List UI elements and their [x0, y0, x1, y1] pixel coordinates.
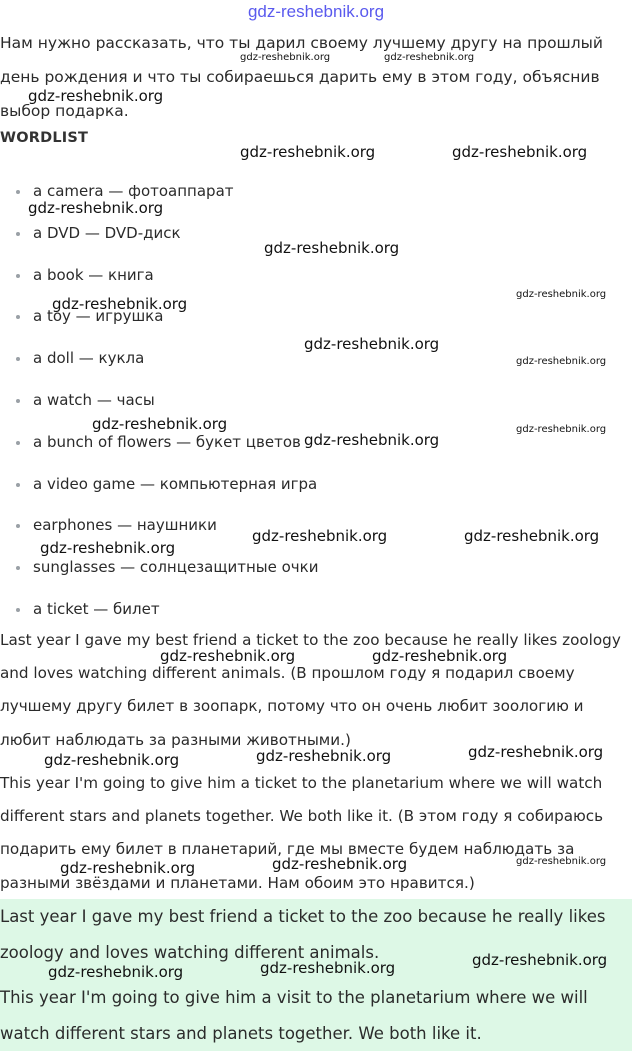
bullet-icon	[16, 524, 20, 528]
watermark: gdz-reshebnik.org	[52, 295, 188, 313]
bullet-icon	[16, 608, 20, 612]
watermark: gdz-reshebnik.org	[60, 859, 196, 877]
bullet-icon	[16, 274, 20, 278]
answer-paragraph-this-year: This year I'm going to give him a ticket to the planetarium where we will watch different stars and planets together. We both like it. (В этом году я собираюсь подарить ему билет в планетарий, где мы вместе будем наблюдать за разными звёздами и планетами. Нам обоим это нравится.)	[0, 774, 604, 892]
watermark: gdz-reshebnik.org	[44, 751, 180, 769]
watermark: gdz-reshebnik.org	[464, 527, 600, 545]
task-intro: Нам нужно рассказать, что ты дарил своему лучшему другу на прошлый день рождения и что ты собираешься дарить ему в этом году, объяснив выбор подарка.	[0, 34, 603, 120]
watermark: gdz-reshebnik.org	[304, 431, 440, 449]
highlight-paragraph-last-year: Last year I gave my best friend a ticket to the zoo because he really likes zoology and loves watching different animals.	[0, 907, 606, 962]
bullet-icon	[16, 483, 20, 487]
wordlist-entry: a DVD — DVD-диск	[33, 223, 181, 242]
wordlist-entry: a book — книга	[33, 265, 154, 284]
watermark: gdz-reshebnik.org	[252, 527, 388, 545]
list-item	[0, 341, 318, 383]
watermark: gdz-reshebnik.org	[272, 855, 408, 873]
wordlist-entry: earphones — наушники	[33, 516, 217, 535]
list-item	[0, 467, 318, 509]
watermark: gdz-reshebnik.org	[28, 87, 164, 105]
bullet-icon	[16, 357, 20, 361]
wordlist-entry: sunglasses — солнцезащитные очки	[33, 558, 319, 577]
bullet-icon	[16, 315, 20, 319]
answer-paragraph-last-year: Last year I gave my best friend a ticket to the zoo because he really likes zoology and loves watching different animals. (В прошлом году я подарил своему лучшему другу билет в зоопарк, потому что он очень любит зоологию и любит наблюдать за разными животными.)	[0, 631, 621, 749]
wordlist-entry: a ticket — билет	[33, 599, 160, 618]
watermark: gdz-reshebnik.org	[260, 959, 396, 977]
watermark: gdz-reshebnik.org	[516, 356, 607, 367]
watermark: gdz-reshebnik.org	[48, 963, 184, 981]
watermark: gdz-reshebnik.org	[256, 747, 392, 765]
wordlist-entry: a watch — часы	[33, 390, 155, 409]
watermark: gdz-reshebnik.org	[240, 143, 376, 161]
watermark: gdz-reshebnik.org	[516, 289, 607, 300]
watermark: gdz-reshebnik.org	[264, 239, 400, 257]
watermark: gdz-reshebnik.org	[472, 951, 608, 969]
wordlist-entry: a doll — кукла	[33, 349, 145, 368]
watermark: gdz-reshebnik.org	[372, 647, 508, 665]
watermark: gdz-reshebnik.org	[240, 52, 331, 63]
watermark: gdz-reshebnik.org	[452, 143, 588, 161]
bullet-icon	[16, 399, 20, 403]
watermark: gdz-reshebnik.org	[40, 539, 176, 557]
bullet-icon	[16, 190, 20, 194]
watermark: gdz-reshebnik.org	[160, 647, 296, 665]
highlight-paragraph-this-year: This year I'm going to give him a visit to the planetarium where we will watch different stars and planets together. We both like it.	[0, 988, 588, 1043]
wordlist-heading: WORDLIST	[0, 130, 89, 146]
wordlist-entry: a toy — игрушка	[33, 307, 164, 326]
watermark: gdz-reshebnik.org	[92, 415, 228, 433]
bullet-icon	[16, 566, 20, 570]
watermark: gdz-reshebnik.org	[304, 335, 440, 353]
watermark: gdz-reshebnik.org	[384, 52, 475, 63]
wordlist-entry: a video game — компьютерная игра	[33, 474, 318, 493]
bullet-icon	[16, 441, 20, 445]
watermark: gdz-reshebnik.org	[468, 743, 604, 761]
wordlist-entry: a bunch of flowers — букет цветов	[33, 432, 301, 451]
list-item	[0, 258, 318, 300]
header-watermark: gdz-reshebnik.org	[247, 2, 385, 21]
watermark: gdz-reshebnik.org	[516, 856, 607, 867]
bullet-icon	[16, 232, 20, 236]
watermark: gdz-reshebnik.org	[28, 199, 164, 217]
watermark: gdz-reshebnik.org	[516, 424, 607, 435]
wordlist-entry: a camera — фотоаппарат	[33, 182, 234, 200]
